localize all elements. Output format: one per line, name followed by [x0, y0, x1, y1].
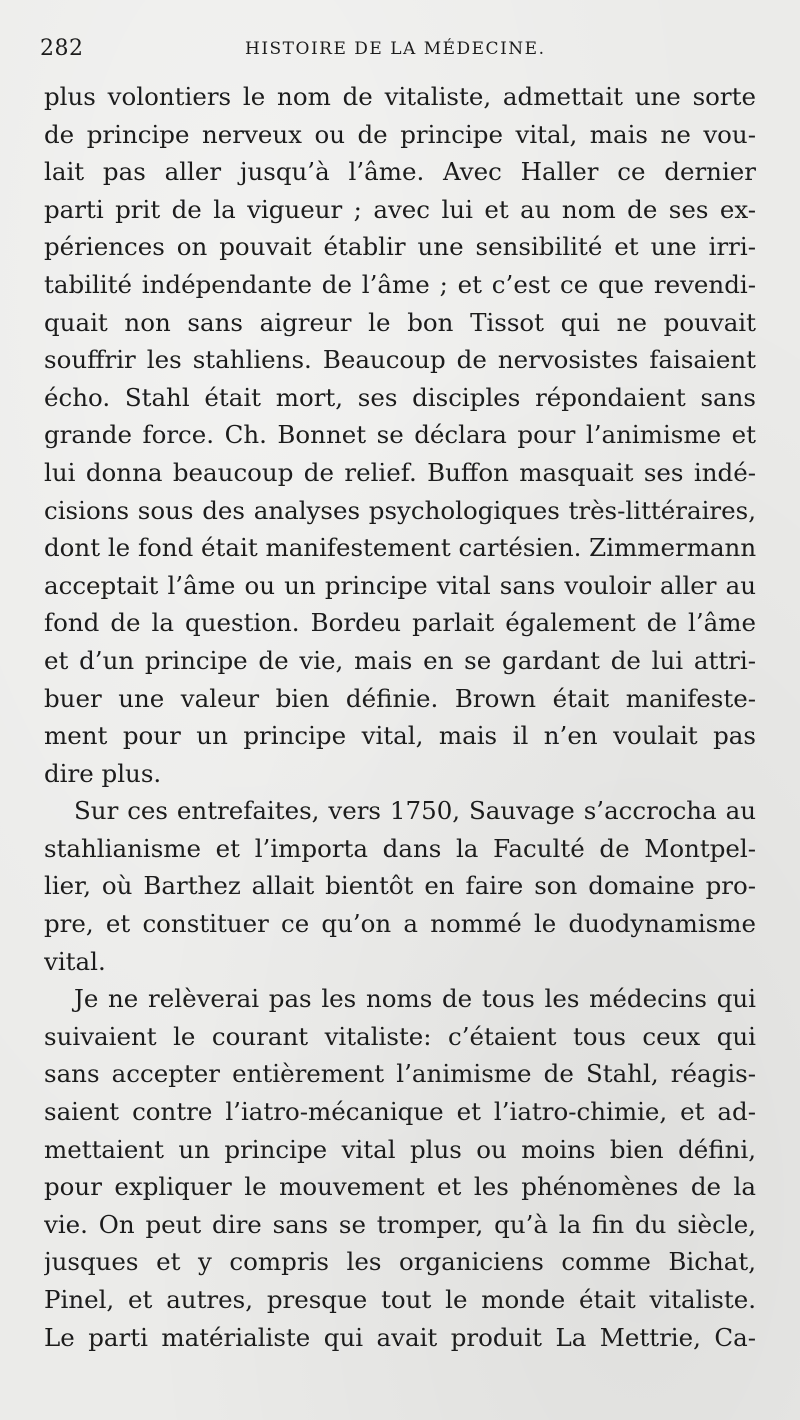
running-header [40, 36, 760, 66]
paragraph [44, 78, 756, 792]
text-line: lier, où Barthez allait bientôt en faire son domaine pro- [44, 871, 756, 901]
text-line: parti prit de la vigueur ; avec lui et au nom de ses ex- [44, 194, 756, 224]
text-line: dire plus. [44, 758, 162, 788]
text-line: dont le fond était manifestement cartésien. Zimmermann [44, 533, 756, 563]
text-line: lait pas aller jusqu’à l’âme. Avec Haller ce dernier [44, 157, 756, 187]
text-line: suivaient le courant vitaliste: c’étaient tous ceux qui [44, 1021, 756, 1051]
page-number: 282 [40, 36, 84, 61]
text-line: souffrir les stahliens. Beaucoup de nervosistes faisaient [44, 345, 756, 375]
text-line: jusques et y compris les organiciens comme Bichat, [44, 1247, 756, 1277]
text-line: grande force. Ch. Bonnet se déclara pour l’animisme et [44, 420, 756, 450]
running-title: HISTOIRE DE LA MÉDECINE. [245, 39, 546, 59]
paragraph [44, 792, 756, 980]
text-line: sans accepter entièrement l’animisme de Stahl, réagis- [44, 1059, 756, 1089]
text-line: pre, et constituer ce qu’on a nommé le duodynamisme [44, 909, 756, 939]
text-line: plus volontiers le nom de vitaliste, admettait une sorte [44, 82, 756, 111]
text-line: vie. On peut dire sans se tromper, qu’à la fin du siècle, [44, 1209, 756, 1239]
text-line: de principe nerveux ou de principe vital, mais ne vou- [44, 119, 756, 149]
text-line: lui donna beaucoup de relief. Buffon masquait ses indé- [44, 457, 756, 487]
text-line: buer une valeur bien définie. Brown était manifeste- [44, 683, 756, 713]
text-line: tabilité indépendante de l’âme ; et c’est ce que revendi- [44, 269, 756, 299]
text-line: Je ne relèverai pas les noms de tous les médecins qui [74, 984, 756, 1014]
text-line: stahlianisme et l’importa dans la Faculté de Montpel- [44, 833, 756, 863]
text-line: mettaient un principe vital plus ou moins bien défini, [44, 1134, 756, 1164]
text-line: acceptait l’âme ou un principe vital sans vouloir aller au [44, 570, 756, 600]
text-line: pour expliquer le mouvement et les phénomènes de la [44, 1172, 756, 1202]
text-line: périences on pouvait établir une sensibilité et une irri- [44, 232, 756, 262]
text-line: ment pour un principe vital, mais il n’en voulait pas [44, 721, 756, 751]
text-line: et d’un principe de vie, mais en se gardant de lui attri- [44, 645, 756, 675]
text-line: écho. Stahl était mort, ses disciples répondaient sans [44, 382, 756, 412]
text-line: saient contre l’iatro-mécanique et l’iatro-chimie, et ad- [44, 1097, 756, 1127]
text-line: vital. [44, 946, 106, 976]
text-line: fond de la question. Bordeu parlait également de l’âme [44, 608, 756, 638]
text-line: Sur ces entrefaites, vers 1750, Sauvage s’accrocha au [74, 796, 756, 826]
paragraph [44, 980, 756, 1356]
text-line: Pinel, et autres, presque tout le monde était vitaliste. [44, 1285, 756, 1314]
text-line: cisions sous des analyses psychologiques très-littéraires, [44, 495, 756, 525]
text-line: Le parti matérialiste qui avait produit La Mettrie, Ca- [44, 1322, 756, 1352]
body-text [44, 78, 756, 1356]
text-line: quait non sans aigreur le bon Tissot qui ne pouvait [44, 307, 756, 337]
